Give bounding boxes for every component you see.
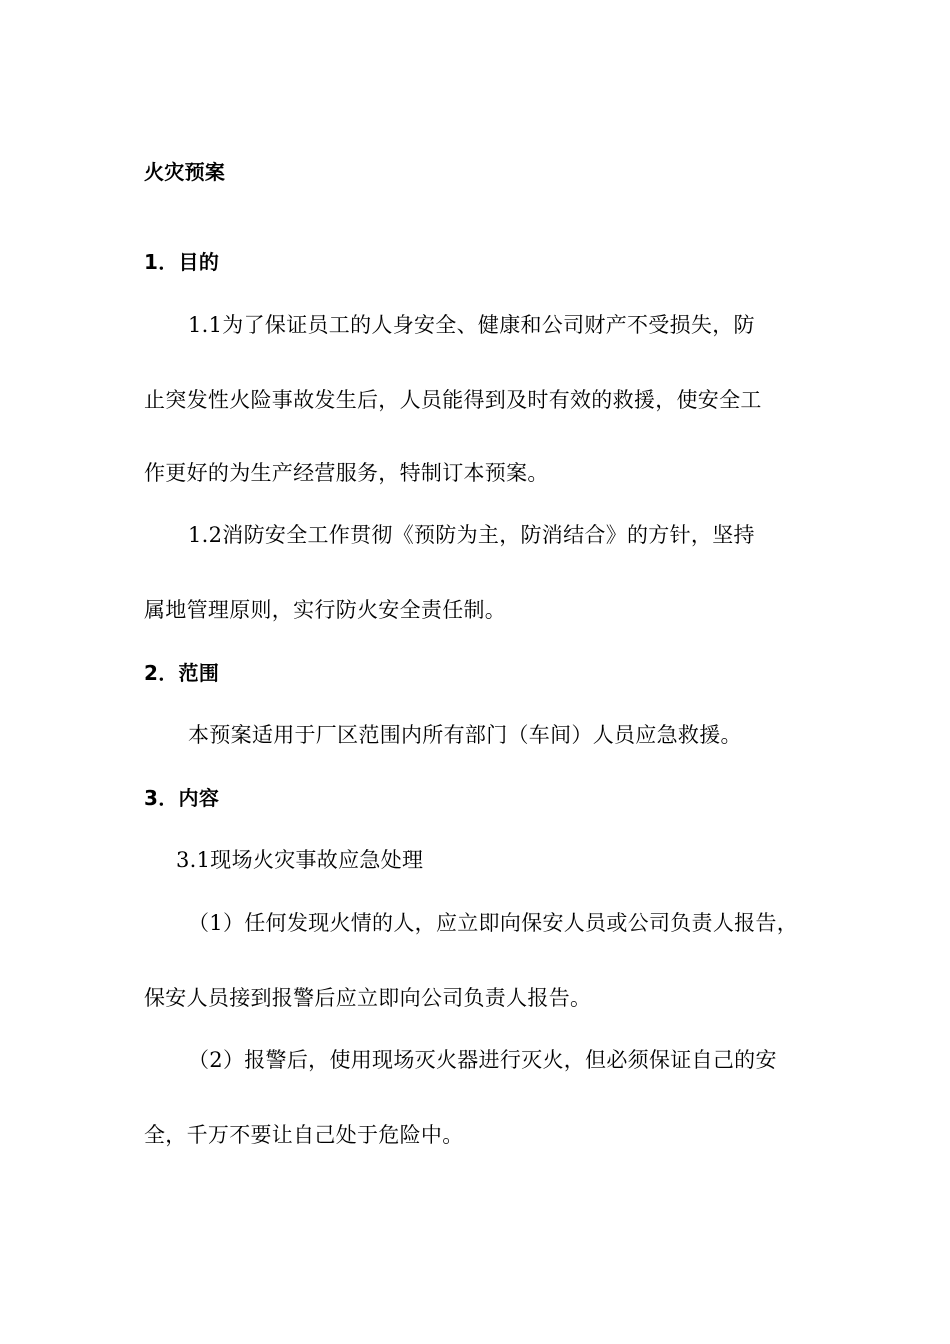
paragraph-line: 本预案适用于厂区范围内所有部门（车间）人员应急救援。 — [188, 723, 742, 747]
subsection-heading: 3.1现场火灾事故应急处理 — [176, 848, 424, 872]
paragraph-line: 保安人员接到报警后应立即向公司负责人报告。 — [144, 986, 592, 1010]
section-heading-scope: 2．范围 — [144, 661, 220, 685]
section-heading-purpose: 1．目的 — [144, 250, 220, 274]
paragraph-line: 全，千万不要让自己处于危险中。 — [144, 1123, 464, 1147]
paragraph-line: 止突发性火险事故发生后，人员能得到及时有效的救援，使安全工 — [144, 388, 762, 412]
paragraph-line: 1.1为了保证员工的人身安全、健康和公司财产不受损失，防 — [188, 313, 755, 337]
section-heading-content: 3．内容 — [144, 786, 220, 810]
paragraph-line: （2）报警后，使用现场灭火器进行灭火，但必须保证自己的安 — [188, 1048, 777, 1072]
paragraph-line: （1）任何发现火情的人，应立即向保安人员或公司负责人报告， — [188, 911, 799, 935]
document-title: 火灾预案 — [144, 160, 226, 184]
paragraph-line: 属地管理原则，实行防火安全责任制。 — [144, 598, 507, 622]
paragraph-line: 作更好的为生产经营服务，特制订本预案。 — [144, 461, 549, 485]
paragraph-line: 1.2消防安全工作贯彻《预防为主，防消结合》的方针，坚持 — [188, 523, 755, 547]
